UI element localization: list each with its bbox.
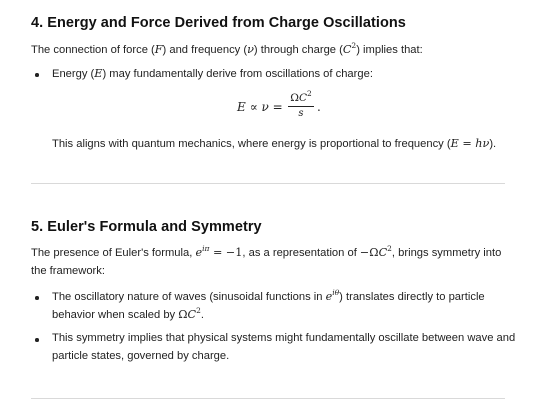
- section-divider: [31, 398, 505, 399]
- section-5-bullet-1-line-1: [52, 290, 485, 303]
- section-divider: [31, 183, 505, 184]
- math-exponent: 2: [306, 89, 312, 98]
- math-exponent: 2: [387, 244, 392, 253]
- text-fragment: This aligns with quantum mechanics, where energy is proportional to frequency (: [52, 138, 451, 150]
- math-equals: =: [458, 137, 476, 150]
- section-5-intro-line-1: [31, 246, 501, 259]
- math-exponent: iθ: [332, 288, 340, 297]
- math-omega: Ω: [178, 308, 188, 321]
- text-fragment: Energy (: [52, 68, 95, 80]
- text-fragment: ) through charge (: [253, 44, 343, 56]
- section-4-bullet-1: [52, 67, 373, 80]
- math-E: E: [94, 67, 103, 80]
- text-fragment: ) may fundamentally derive from oscillations of charge:: [102, 68, 373, 80]
- math-proportional: ∝: [245, 100, 262, 114]
- section-5-heading: 5. Euler's Formula and Symmetry: [31, 219, 262, 235]
- math-exponent: 2: [351, 41, 357, 50]
- math-omega: Ω: [290, 92, 299, 104]
- math-equals-minus-one: = −1: [209, 246, 243, 259]
- math-C: C: [298, 92, 307, 104]
- text-fragment: The oscillatory nature of waves (sinusoidal functions in: [52, 291, 326, 303]
- math-equals: =: [268, 100, 283, 114]
- section-5-intro-line-2: the framework:: [31, 265, 105, 277]
- bullet-dot: [35, 338, 39, 342]
- text-fragment: , as a representation of: [242, 247, 360, 259]
- math-exponent: 2: [196, 306, 201, 315]
- fraction-numerator: [288, 91, 314, 105]
- math-e: e: [195, 246, 203, 259]
- math-nu: ν: [261, 100, 269, 114]
- math-nu: ν: [247, 43, 254, 56]
- math-C: C: [187, 308, 197, 321]
- text-fragment: behavior when scaled by: [52, 309, 179, 321]
- math-F: F: [154, 43, 163, 56]
- bullet-dot: [35, 296, 39, 300]
- math-neg-omega: −Ω: [359, 246, 379, 259]
- text-fragment: ) implies that:: [356, 44, 423, 56]
- math-e: e: [325, 290, 333, 303]
- text-fragment: ).: [489, 138, 497, 150]
- math-C: C: [342, 43, 352, 56]
- section-4-intro: [31, 43, 423, 56]
- section-4-note: [52, 137, 496, 150]
- fraction-denominator: s: [298, 108, 304, 119]
- math-E: E: [237, 100, 246, 114]
- text-fragment: ) and frequency (: [162, 44, 248, 56]
- section-5-bullet-2-line-1: This symmetry implies that physical systems might fundamentally oscillate between wave and: [52, 332, 516, 344]
- text-fragment: The presence of Euler's formula,: [31, 247, 196, 259]
- equation-lhs: [237, 100, 283, 114]
- fraction-bar: [288, 106, 314, 107]
- equation-fraction: [288, 91, 314, 120]
- math-C: C: [378, 246, 388, 259]
- math-nu: ν: [482, 137, 490, 150]
- section-4-heading: 4. Energy and Force Derived from Charge Oscillations: [31, 15, 406, 31]
- text-fragment: .: [200, 309, 204, 321]
- math-h: h: [475, 137, 483, 150]
- math-exponent: iπ: [202, 244, 210, 253]
- text-fragment: The connection of force (: [31, 44, 155, 56]
- section-5-bullet-2-line-2: particle states, governed by charge.: [52, 350, 230, 362]
- text-fragment: ) translates directly to particle: [339, 291, 485, 303]
- math-E: E: [450, 137, 459, 150]
- bullet-dot: [35, 73, 39, 77]
- text-fragment: , brings symmetry into: [391, 247, 502, 259]
- section-5-bullet-1-line-2: [52, 308, 204, 321]
- equation-period: .: [317, 100, 321, 114]
